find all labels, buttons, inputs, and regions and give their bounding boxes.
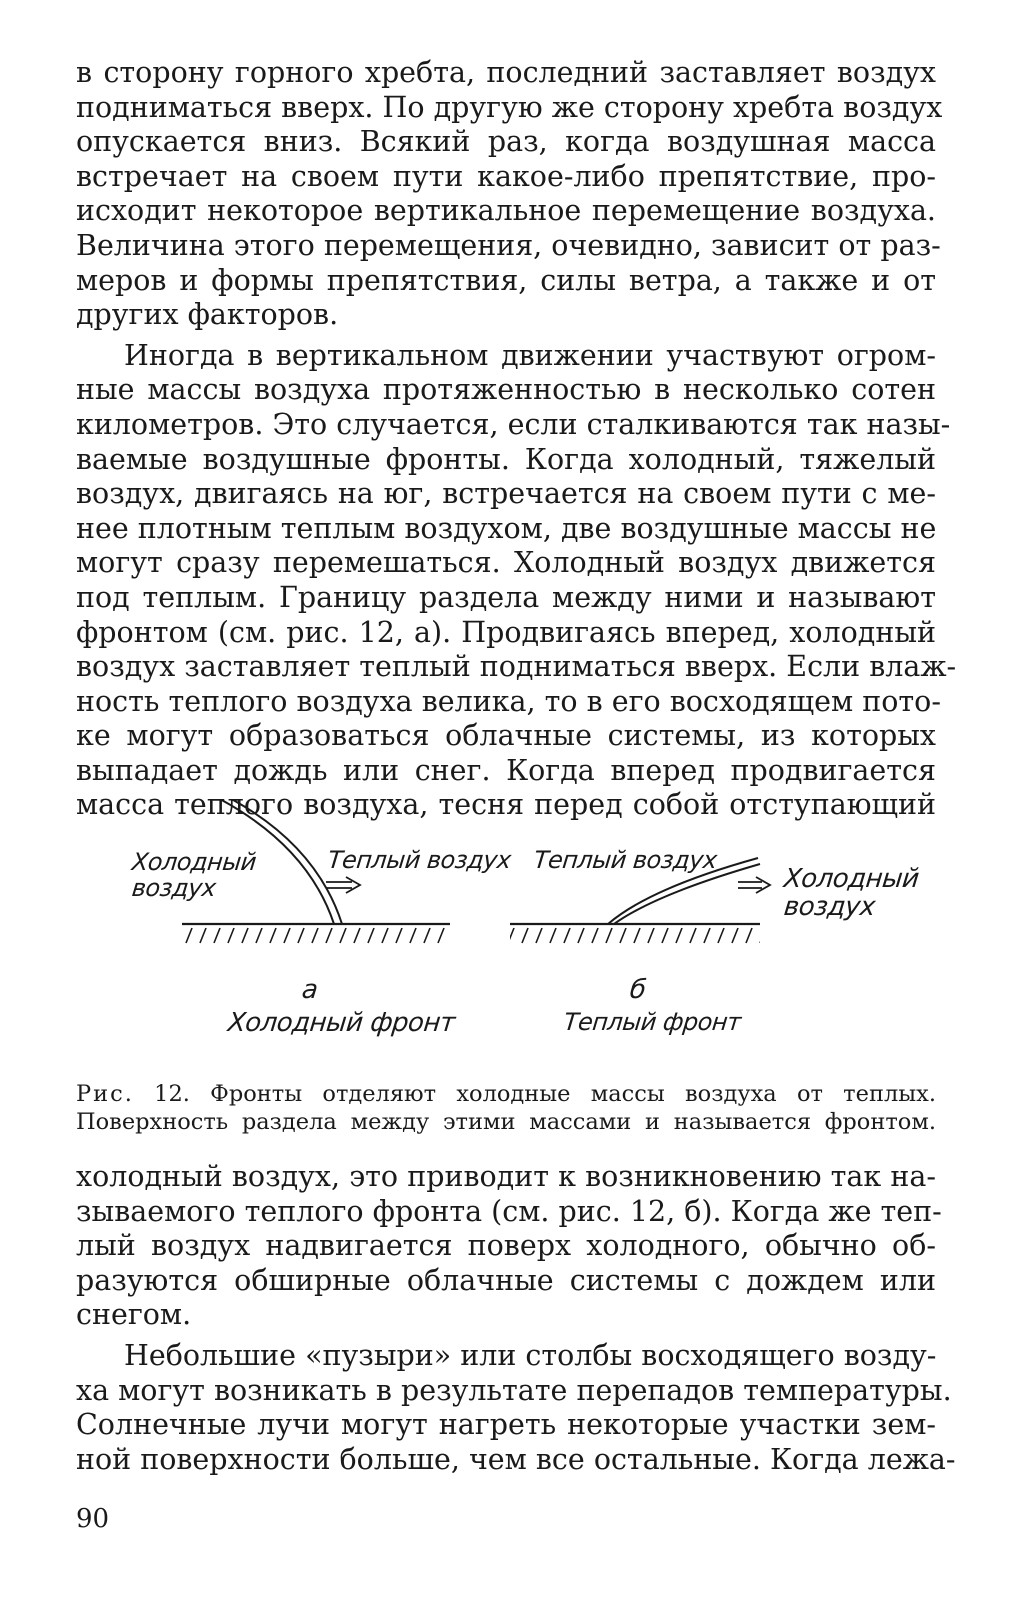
text-line: лый воздух надвигается поверх холодного, обычно об- (76, 1229, 936, 1263)
text-line: Солнечные лучи могут нагреть некоторые участки зем- (76, 1408, 936, 1442)
arrow-icon (738, 877, 770, 893)
label-b-title: Теплый фронт (562, 1008, 743, 1036)
label-a-cold-air-2: воздух (130, 874, 218, 902)
text-line: ке могут образоваться облачные системы, из которых (76, 719, 936, 753)
text-line: снегом. (76, 1298, 192, 1332)
text-line: нее плотным теплым воздухом, две воздушные массы не (76, 511, 937, 545)
text-line: ность теплого воздуха велика, то в его восходящем пото- (76, 684, 941, 718)
caption-line: Поверхность раздела между этими массами и называется фронтом. (76, 1109, 936, 1135)
figure-caption (76, 1080, 936, 1136)
label-b-cold-air-1: Холодный (782, 864, 921, 894)
text-line: холодный воздух, это приводит к возникновению так на- (76, 1160, 936, 1193)
text-line: других факторов. (76, 298, 339, 332)
text-line: ха могут возникать в результате перепадов температуры. (76, 1373, 952, 1407)
label-a-letter: а (300, 975, 320, 1005)
text-line: зываемого теплого фронта (см. рис. 12, б). Когда же теп- (76, 1194, 942, 1228)
text-line: опускается вниз. Всякий раз, когда воздушная масса (76, 125, 936, 159)
text-line: под теплым. Границу раздела между ними и называют (76, 580, 936, 614)
fronts-diagram (0, 800, 1024, 1070)
label-a-title: Холодный фронт (226, 1008, 457, 1038)
text-line: масса теплого воздуха, тесня перед собой отступающий (76, 788, 936, 822)
text-line: могут сразу перемешаться. Холодный воздух движется (76, 546, 936, 580)
text-line: километров. Это случается, если сталкиваются так назы- (76, 407, 951, 441)
label-a-warm-air: Теплый воздух (326, 846, 513, 874)
paragraph-4 (76, 1338, 956, 1477)
text-line: воздух заставляет теплый подниматься вверх. Если влаж- (76, 650, 957, 684)
text-line: меров и формы препятствия, силы ветра, а также и от (76, 263, 936, 297)
text-line: фронтом (см. рис. 12, а). Продвигаясь вперед, холодный (76, 615, 936, 649)
ground-hatching (182, 926, 450, 944)
paragraph-3 (76, 1160, 942, 1333)
text-line: встречает на своем пути какое-либо препятствие, про- (76, 159, 936, 193)
label-a-cold-air-1: Холодный (130, 848, 258, 876)
text-line: ваемые воздушные фронты. Когда холодный, тяжелый (76, 442, 936, 476)
text-block-top (76, 56, 957, 823)
figure-12 (0, 800, 1024, 1070)
label-b-warm-air: Теплый воздух (532, 846, 719, 874)
text-line: Величина этого перемещения, очевидно, зависит от раз- (76, 228, 941, 262)
text-block-bottom (76, 1160, 956, 1477)
label-b-letter: б (628, 975, 648, 1005)
text-line: воздух, двигаясь на юг, встречается на своем пути с ме- (76, 477, 936, 511)
paragraph-1 (76, 56, 943, 333)
text-line: ные массы воздуха протяженностью в несколько сотен (76, 373, 936, 407)
ground-hatching (510, 926, 760, 944)
text-line: Небольшие «пузыри» или столбы восходящего возду- (124, 1338, 937, 1372)
text-line: в сторону горного хребта, последний заставляет воздух (76, 56, 936, 89)
text-line: ной поверхности больше, чем все остальные. Когда лежа- (76, 1442, 956, 1476)
caption-text-1: 12. Фронты отделяют холодные массы воздуха от теплых. (154, 1081, 936, 1107)
text-line: выпадает дождь или снег. Когда вперед продвигается (76, 753, 936, 787)
text-line: исходит некоторое вертикальное перемещение воздуха. (76, 194, 936, 228)
page-number: 90 (76, 1504, 110, 1534)
label-b-cold-air-2: воздух (782, 892, 877, 922)
text-line: разуются обширные облачные системы с дождем или (76, 1263, 936, 1297)
text-line: подниматься вверх. По другую же сторону хребта воздух (76, 90, 943, 124)
text-line: Иногда в вертикальном движении участвуют огром- (124, 338, 936, 372)
paragraph-2 (76, 338, 957, 823)
caption-line (76, 1080, 936, 1108)
arrow-icon (326, 877, 360, 893)
caption-prefix: Рис. (76, 1081, 134, 1107)
